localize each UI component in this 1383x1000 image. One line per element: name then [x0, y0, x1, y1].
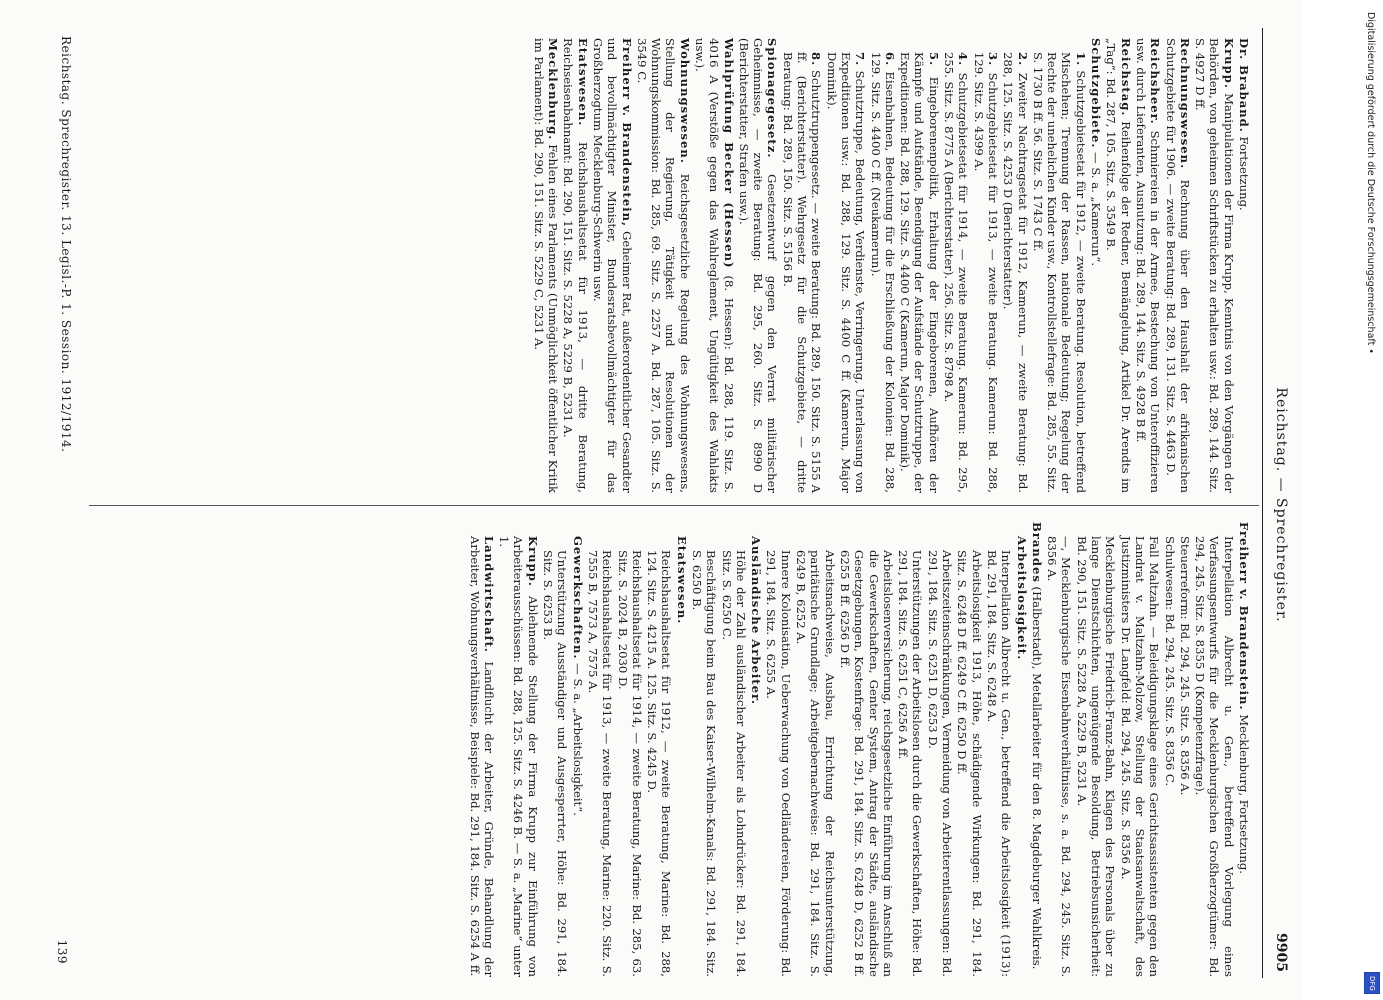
index-entry — [1237, 38, 1251, 493]
entry-heading: Spionagegesetz. — [765, 38, 780, 159]
index-entry — [749, 522, 763, 977]
index-entry — [561, 38, 590, 493]
entry-text: Reihenfolge der Redner, Bemängelung, Artikel Dr. Arendts im „Tag“: Bd. 287, 105. Sitz. S. 3549 B. — [1104, 38, 1133, 493]
index-entry — [781, 38, 824, 493]
entry-heading: 6. — [882, 52, 897, 67]
entry-heading: Wohnungswesen. — [677, 38, 692, 164]
index-entry — [1089, 38, 1103, 493]
entry-text: — S. a. „Kamerun“. — [1089, 148, 1104, 267]
entry-text: (Halberstadt), Metallarbeiter für den 8. Magdeburger Wahlkreis. — [1029, 582, 1044, 970]
running-title: Reichstag. — Sprechregister. — [1273, 387, 1289, 623]
index-entry — [693, 38, 736, 493]
index-entry — [690, 522, 719, 977]
footer-text: Reichstag. Sprechregister. 13. Legisl.-P. 1. Session. 1912/1914. — [59, 36, 73, 453]
index-entry — [674, 522, 688, 977]
index-entry — [1178, 522, 1192, 977]
entry-text: Ablehnende Stellung der Firma Krupp zur Einführung von Arbeiterausschüssen: Bd. 288, 125. Sitz. S. 4246 B. — S. a. „Marine“ unter 1. — [497, 536, 540, 978]
entry-text: Schulwesen: Bd. 294, 245. Sitz. S. 8356 C. — [1162, 536, 1177, 787]
entry-heading: Mecklenburg. — [546, 38, 561, 141]
entry-text: — S. a. „Arbeitslosigkeit“. — [570, 659, 585, 816]
index-entry — [467, 522, 496, 977]
entry-heading: Etatswesen. — [575, 38, 590, 127]
page-footer — [55, 36, 73, 976]
entry-heading: 2. — [1015, 52, 1030, 67]
entry-text: Steuerreform: Bd. 294, 245. Sitz. S. 8356 A. — [1177, 536, 1192, 796]
entry-heading: Arbeitslosigkeit. — [1014, 536, 1029, 661]
entry-heading: Reichstag. — [1118, 38, 1133, 117]
index-entry — [1045, 522, 1074, 977]
index-entry — [541, 522, 570, 977]
entry-heading: 8. — [809, 52, 824, 67]
index-entry — [1014, 522, 1028, 977]
entry-text: (8. Hessen): Bd. 288, 119. Sitz. S. 4016 A (Verstöße gegen das Wahlreglement, Ungültigkeit des Wahlakts usw.). — [693, 38, 736, 493]
index-entry — [737, 38, 780, 493]
entry-heading: Reichsheer. — [1148, 38, 1163, 125]
entry-text: Manipulationen der Firma Krupp, Kenntnis von den Vorgängen der Behörden, von geheimen Schriftstücken zu erhalten usw.: Bd. 289, 144. Sitz. S. 4927 D ff. — [1193, 38, 1236, 493]
index-entry — [898, 38, 941, 493]
index-entry — [719, 522, 748, 977]
entry-text: Schutzgebietsetat für 1912, — zweite Beratung. Resolution, betreffend Mischehen; Trennung der Rassen, nationale Bedeutung; Regelung der Rechte der unehelichen Kinder usw., Kontrollstellefrage: Bd. 285, 55. Sitz. S. 1730 B ff. 56. Sitz. S. 1743 C ff. — [1030, 52, 1088, 493]
entry-text: Beschäftigung beim Bau des Kaiser-Wilhelm-Kanals: Bd. 291, 184. Sitz. S. 6250 B. — [690, 550, 719, 977]
digitization-strip — [1358, 0, 1383, 1000]
index-entry — [497, 522, 540, 977]
entry-text: Schutztruppengesetz. — zweite Beratung: Bd. 289, 150. Sitz. S. 5155 A ff. (Berichterstatter). Wehrgesetz für die Schutzgebiete, — dritte Beratung: Bd. 289, 150. Sitz. S. 5156 B. — [780, 52, 824, 493]
entry-text: Schutzgebietsetat für 1914, — zweite Beratung. Kamerun: Bd. 295, 255. Sitz. S. 8775 A (Berichterstatter). 256. Sitz. S. 8798 A. — [942, 52, 971, 493]
entry-text: Landflucht der Arbeiter, Gründe, Behandlung der Arbeiter, Wohnungsverhältnisse, Beispiele: Bd. 291, 184. Sitz. S. 6254 A ff. — [467, 536, 496, 977]
entry-heading: Brandes — [1029, 522, 1044, 583]
entry-text: —, Mecklenburgische Eisenbahnverhältnisse, s. a. Bd. 294, 245. Sitz. S. 8356 A. — [1045, 536, 1074, 977]
index-entry — [1001, 38, 1030, 493]
entry-text: Geheimer Rat, außerordentlicher Gesandter und bevollmächtigter Minister, Bundesratsbevollmächtigter für das Großherzogtum Mecklenburg-Schwerin usw. — [590, 38, 634, 493]
entry-heading: 7. — [853, 52, 868, 67]
entry-text: Fehlen eines Parlaments (Unmöglichkeit öffentlicher Kritik im Parlament): Bd. 290, 151. Sitz. S. 5229 C, 5231 A. — [531, 38, 561, 493]
index-entry — [1031, 38, 1088, 493]
index-entry — [925, 522, 954, 977]
index-entry — [1193, 38, 1236, 493]
index-entry — [971, 38, 1000, 493]
index-entry — [1237, 522, 1251, 977]
entry-heading: Gewerkschaften. — [570, 536, 585, 660]
entry-text: Reichshaushaltsetat für 1912, — zweite Beratung, Marine: Bd. 288, 124. Sitz. S. 4215 A. 125. Sitz. S. 4245 D. — [645, 550, 674, 977]
entry-heading: Freiherr v. Brandenstein, — [619, 38, 634, 228]
entry-text: Eingeborenenpolitik, Erhaltung der Eingeborenen, Aufhören der Kämpfe und Aufstände, Beendigung der Aufstände der Schutztruppe, der Expeditionen: Bd. 288, 129. Sitz. S. 4400 C (Kamerun, Major Dominik). — [898, 52, 941, 493]
entry-heading: Wahlprüfung Becker (Hessen) — [721, 38, 736, 269]
index-entry — [942, 38, 971, 493]
entry-text: Mecklenburg, Fortsetzung. — [1237, 710, 1251, 874]
index-entry — [615, 522, 644, 977]
entry-heading: 4. — [956, 52, 971, 67]
index-entry — [824, 38, 867, 493]
index-entry — [531, 38, 560, 493]
entry-text: Fall Maltzahn. — Beleidigungsklage eines Gerichtsassistenten gegen den Landrat v. Maltzahn-Molzow, Stellung der Staatsanwaltschaft, des Justizministers Dr. Langfeld: Bd. 294, 245. Sitz. S. 8356 A. — [1118, 536, 1162, 977]
column-separator — [89, 505, 1259, 506]
index-entry — [1134, 38, 1163, 493]
entry-text: Unterstützung Ausständiger und Ausgesperrter, Höhe: Bd. 291, 184. Sitz. S. 6253 B. — [541, 550, 570, 977]
entry-text: Arbeitszeiteinschränkungen, Vermeidung von Arbeiterentlassungen: Bd. 291, 184. Sitz. S. 6251 D, 6253 D. — [925, 550, 955, 977]
dfg-logo-icon: DFG — [1364, 972, 1380, 994]
entry-text: Fortsetzung. — [1237, 132, 1251, 211]
entry-text: Rechnung über den Haushalt der afrikanischen Schutzgebiete für 1906. — zweite Beratung: Bd. 289, 131. Sitz. S. 4463 D. — [1163, 38, 1192, 493]
index-entry — [645, 522, 674, 977]
index-entry — [570, 522, 584, 977]
entry-heading: Rechnungswesen. — [1177, 38, 1192, 170]
entry-heading: Krupp. — [1221, 38, 1236, 89]
entry-text: Höhe der Zahl ausländischer Arbeiter als Lohndrücker: Bd. 291, 184. Sitz. S. 6250 C. — [719, 550, 748, 977]
entry-text: Gesetzentwurf gegen den Verrat militärischer Geheimnisse, — zweite Beratung: Bd. 295, 260. Sitz. S. 8990 D (Berichterstatter, Strafen usw.). — [736, 38, 780, 493]
entry-heading: Krupp. — [525, 536, 540, 587]
entry-text: Schmiereien in der Armee, Bestechung von Unteroffizieren usw. durch Lieferanten, Ausnutzung: Bd. 289, 144. Sitz. S. 4928 B ff. — [1133, 38, 1163, 493]
index-entry — [794, 522, 837, 977]
entry-text: Reichshaushaltsetat für 1914, — zweite Beratung, Marine: Bd. 285, 63. Sitz. S. 2024 B, 2030 D. — [615, 550, 644, 977]
index-entry — [1030, 522, 1044, 977]
entry-text: Arbeitslosenversicherung, reichsgesetzliche Einführung im Anschluß an die Gewerkschaften, Genter System, Antrag der Städte, ausländische Gesetzgebungen, Kostenfrage: Bd. 291, 184. Sitz. S. 6248 D, 6252 B ff. 6255 B ff. 6256 D ff. — [837, 550, 895, 977]
index-entry — [868, 38, 897, 493]
entry-text: Schutztruppe, Bedeutung, Verdienste, Verringerung, Unterlassung von Expeditionen usw.: Bd. 288, 129. Sitz. S. 4400 C ff. (Kamerun, Major Dominik). — [824, 52, 868, 493]
index-entry — [1118, 522, 1161, 977]
page-header — [1265, 30, 1289, 980]
entry-text: Arbeitslosigkeit 1913, Höhe, schädigende Wirkungen: Bd. 291, 184. Sitz. S. 6248 D ff. 6249 C ff. 6250 D ff. — [955, 550, 984, 977]
index-entry — [586, 522, 615, 977]
entry-heading: Schutzgebiete. — [1089, 38, 1104, 149]
index-entry — [764, 522, 793, 977]
index-entry — [1163, 38, 1192, 493]
left-column — [530, 38, 1251, 493]
right-column — [466, 522, 1251, 977]
index-entry — [838, 522, 895, 977]
index-entry — [635, 38, 692, 493]
entry-heading: 5. — [926, 52, 941, 67]
entry-heading: Ausländische Arbeiter. — [749, 536, 764, 706]
funding-note: Digitalisierung gefördert durch die Deutsche Forschungsgemeinschaft • — [1365, 12, 1376, 354]
index-entry — [591, 38, 634, 493]
page-number: 9905 — [1273, 933, 1289, 972]
folio-number: 139 — [55, 939, 69, 964]
index-entry — [896, 522, 925, 977]
index-entry — [1074, 522, 1117, 977]
entry-text: Reichshaushaltsetat für 1913, — zweite Beratung, Marine: 220. Sitz. S. 7555 B, 7573 A, 7575 A. — [585, 550, 615, 977]
entry-text: Schutzgebietsetat für 1913, — zweite Beratung. Kamerun: Bd. 288, 129. Sitz. S. 4399 A. — [971, 52, 1000, 493]
entry-heading: Landwirtschaft. — [481, 536, 496, 653]
index-entry — [1104, 38, 1133, 493]
entry-heading: Etatswesen. — [674, 536, 689, 625]
index-entry — [1193, 522, 1236, 977]
entry-heading: Dr. Braband. — [1237, 38, 1251, 133]
index-entry — [985, 522, 1014, 977]
entry-heading: Freiherr v. Brandenstein. — [1237, 522, 1251, 711]
index-entry — [1162, 522, 1176, 977]
entry-heading: 3. — [985, 52, 1000, 67]
entry-text: Unterstützungen der Arbeitslosen durch die Gewerkschaften, Höhe: Bd. 291, 184. Sitz. S. 6251 C, 6256 A ff. — [896, 550, 925, 977]
entry-text: Eisenbahnen, Bedeutung für die Erschließung der Kolonien: Bd. 288, 129. Sitz. S. 4400 C ff. (Neukamerun). — [868, 52, 897, 493]
entry-text: Zweiter Nachtragsetat für 1912, Kamerun, — zweite Beratung: Bd. 288, 125. Sitz. S. 4253 D (Berichterstatter). — [1001, 52, 1030, 493]
entry-text: Reichshaushaltsetat für 1913, — dritte Beratung, Reichseisenbahnamt: Bd. 290, 151. Sitz. S. 5228 A, 5229 B, 5231 A. — [561, 38, 590, 493]
entry-text: Interpellation Albrecht u. Gen., betreffend die Arbeitslosigkeit (1913): Bd. 291, 184. Sitz. S. 6248 A. — [984, 550, 1014, 977]
entry-text: Mecklenburgische Friedrich-Franz-Bahn, Klagen des Personals über zu lange Dienstschichten, ungenügende Besoldung, Betriebsunsicherheit: Bd. 290, 151. Sitz. S. 5228 A, 5229 B, 5231 A. — [1074, 536, 1118, 977]
entry-heading: 1. — [1073, 52, 1088, 67]
entry-text: Reichsgesetzliche Regelung des Wohnungswesens, Stellung der Regierung, Tätigkeit und Resolutionen der Wohnungskommission: Bd. 285, 69. Sitz. S. 2257 A. Bd. 287, 105. Sitz. S. 3549 C. — [634, 38, 692, 493]
entry-text: Arbeitsnachweise, Ausbau, Errichtung der Reichsunterstützung, paritätische Grundlage; Arbeitgebernachweise: Bd. 291, 184. Sitz. S. 6249 B, 6252 A. — [794, 550, 837, 977]
header-rule — [1262, 28, 1263, 978]
entry-text: Interpellation Albrecht u. Gen., betreffend Vorlegung eines Verfassungsentwurfs für die Mecklenburgischen Großherzogtümer: Bd. 294, 245. Sitz. S. 8355 D (Kompetenzfrage). — [1193, 536, 1236, 977]
entry-text: Innere Kolonisation, Ueberwachung von Oedländereien, Förderung: Bd. 291, 184. Sitz. S. 6255 A. — [764, 550, 793, 977]
index-entry — [955, 522, 984, 977]
